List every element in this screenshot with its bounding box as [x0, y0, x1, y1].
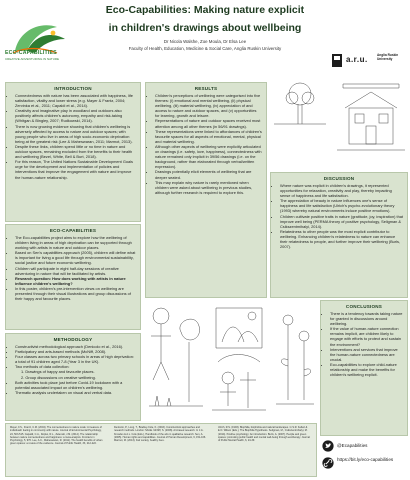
- results-bullet: • Children's perceptions of wellbeing were categorised into five themes: (i) emotional and mental wellbeing, (ii) physical wellbeing, (iii) material wellbeing, (iv) appreciation of and access to nature and outdoor spaces, and (v) opportunities for learning, growth and leisure.: [155, 93, 262, 118]
- conclusions-section: [320, 300, 408, 436]
- project-link[interactable]: https://bit.ly/eco-capabilities: [337, 457, 394, 462]
- methodology-bullet: • Four classes across two primary schools in areas of high deprivation: a total of 91 children aged 7-8 (Year 3 in the UK).: [15, 354, 136, 364]
- methodology-heading: METHODOLOGY: [53, 337, 93, 342]
- methodology-bullet: • Both activities took place just before Covid-19 lockdown with a potential associated impact on children's wellbeing.: [15, 380, 136, 390]
- references-column-2: Denicolo, P., Long, T., Bradley-Cole, K. (2016). Constructivist approaches and research methods. London: SAGE. McNiff, S. (2008). Art-based research. In J.G. Knowles & A.L. Cole (Eds.), Handbook of the arts in qualitative research. Sen, A. (2005). Human rights and capabilities. Journal of Human Development, 6, 151-166. Marmot, M. (2013). Fair society, healthy lives.: [114, 426, 206, 443]
- introduction-bullet: • Despite these links, children spend little or no time in nature and outdoor spaces, remaining excluded from the benefits to their health and wellbeing (Bezel, White, Bell & Burt, 2018).: [15, 144, 136, 159]
- eco-capabilities-bullet: • Children will participate in eight half-day sessions of creative adventuring in nature that will be facilitated by artists.: [15, 266, 136, 276]
- eco-capabilities-heading: ECO-CAPABILITIES: [49, 228, 97, 233]
- poster-title-line1: Eco-Capabilities: Making nature explicit: [105, 4, 305, 16]
- link-icon: [322, 457, 334, 469]
- poster-affiliation: Faculty of Health, Education, Medicine & Social Care, Anglia Ruskin University: [128, 46, 282, 51]
- discussion-bullet: • Children cultivate positive traits in nature (gratitude, joy, inspiration) that improve well being (PERMA theory of positive psychology, Seligman & Csikszentmihalyi, 2014).: [280, 214, 403, 229]
- conclusions-heading: CONCLUSIONS: [345, 304, 383, 309]
- child-drawing-park: [208, 302, 270, 418]
- aru-logo-name: a.r.u.: [346, 55, 368, 64]
- discussion-bullet: • Relatedness to other people was the most explicit contributor to wellbeing. Enhancing children's relatedness to nature can enhance their relatedness to people, and further improve their wellbeing (Burls, 2007).: [280, 229, 403, 249]
- discussion-bullet: • Where nature was explicit in children's drawings, it represented opportunities for relaxation, creativity and play, thereby impacting sense of happiness and life satisfaction.: [280, 183, 403, 198]
- eco-capabilities-bullet: • In this poster, children's pre-intervention views on wellbeing are presented through their visual illustrations and group discussions of their happy and favourite places.: [15, 286, 136, 301]
- introduction-bullet: • Creativity and imaginative play in woodland and outdoors also positively affects children's autonomy, empathy and risk-taking (Whitgan & Bingley, 2007; Rudkowski, 2014).: [15, 108, 136, 123]
- conclusions-bullet: • If the value of human-nature connection remains implicit, are children likely to engage with efforts to protect and sustain the environment?: [330, 326, 403, 346]
- references-column-1: Mayer, F.S., Frantz, C.M. (2004). The connectedness to nature scale: A measure of individuals' feeling in community with nature. Journal of Environmental Psychology, 24, 503-515. Capaldi, C.A., Dopko, R.L., Zelenski, J.M. (2014). The relationship between nature connectedness and happiness: a meta-analysis. Frontiers in Psychology, 5, 976. Lee, A.C., Maheswaran, R. (2011). The health benefits of urban green spaces: a review of the evidence. Journal of Public Health, 33, 212-222.: [10, 426, 103, 446]
- references-columns: [6, 424, 316, 448]
- aru-logo-sub: Anglia Ruskin University: [377, 53, 399, 61]
- twitter-icon: [322, 440, 334, 452]
- methodology-bullet: • Thematic analysis undertaken on visual and verbal data.: [15, 390, 136, 395]
- methodology-bullet: • Participatory and arts-based methods (McNiff, 2008).: [15, 349, 136, 354]
- discussion-section: [270, 172, 408, 298]
- eco-capabilities-section: [5, 224, 141, 330]
- references-section: [5, 423, 317, 477]
- twitter-handle-link[interactable]: @Ecapabilities: [337, 443, 368, 448]
- child-drawing-tree: [270, 78, 330, 128]
- discussion-bullet: • The appreciation of beauty in nature influences one's sense of happiness and life satisfaction (Ulrich's psycho-evolutionary theory (1993) whereby natural environments induce positive emotions).: [280, 198, 403, 213]
- results-bullet: • This may explain why nature is rarely mentioned when children were asked about wellbeing in previous studies, although further research is required to explore this.: [155, 180, 262, 195]
- methodology-sub-item: 1. Drawings of happy and favourite places.: [21, 369, 95, 375]
- child-drawing-house: [335, 78, 407, 160]
- introduction-bullet: • There is now growing evidence showing that children's wellbeing is adversely affected by access to nature and outdoor spaces; with young people who live in areas of high socio-economic deprivation being at the greatest risk (Lee & Maheswaran, 2011; Marmot, 2013).: [15, 124, 136, 144]
- results-bullet: • Representations of nature and outdoor spaces received most attention among all other themes (in 56/91 drawings).: [155, 118, 262, 128]
- poster-header: [0, 0, 410, 78]
- results-section: [145, 82, 267, 298]
- results-bullet: • These representations were linked to affordances of children's favourite spaces for all aspects of emotional, mental, physical and material wellbeing.: [155, 129, 262, 144]
- poster-authors: Dr Nicola Walshe, Zoe Moula, Dr Elsa Lee: [163, 39, 247, 44]
- results-heading: RESULTS: [194, 86, 218, 91]
- child-drawing-flowers: [274, 300, 316, 420]
- eco-capabilities-logo-name: ECO-CAPABILITIES: [5, 50, 57, 56]
- eco-capabilities-bullet: • Based on Sen's capabilities approach (2005), children will define what is important for living a good life through environmental sustainability, social justice and future economic wellbeing.: [15, 250, 136, 265]
- child-drawing-garden: [145, 302, 205, 418]
- methodology-bullet-text: Two methods of data collection:: [15, 364, 70, 370]
- results-bullet: • Drawings potentially elicit elements of wellbeing that are deeper seated.: [155, 169, 262, 179]
- introduction-heading: INTRODUCTION: [54, 86, 92, 91]
- eco-capabilities-logo-tagline: CREATIVE ADVENTURING IN NATURE: [5, 57, 60, 61]
- poster-title-line2: in children's drawings about wellbeing: [108, 22, 302, 34]
- conclusions-bullet: • There is a tendency towards taking nature for granted in discussions around wellbeing.: [330, 311, 403, 326]
- introduction-section: [5, 82, 141, 222]
- eco-capabilities-bullet: • Research question: How does working with artists in nature influence children's wellbeing?: [15, 276, 136, 286]
- discussion-heading: DISCUSSION: [323, 176, 355, 181]
- conclusions-bullet: • Interventions and services that improve the human-nature connectedness are crucial.: [330, 347, 403, 362]
- methodology-bullet: • Constructivist methodological approach (Denicolo et al., 2016).: [15, 344, 136, 349]
- references-column-3: Ulrich, R.S. (1993). Biophilia, biophobia and natural landscapes. In S.R. Kellert & E.O. Wilson (Eds.), The Biophilia Hypothesis. Seligman, M., Csikszentmihalyi, M. (2014). Positive psychology: An introduction. Burls, A. (2007). People and green spaces: promoting public health and mental well-being through ecotherapy. Journal of Public Mental Health, 6, 24-39.: [218, 426, 310, 443]
- eco-capabilities-bullet: • The Eco-capabilities project aims to explore how the wellbeing of children living in areas of high deprivation can be supported through working with artists in nature and outdoor places.: [15, 235, 136, 250]
- introduction-bullet: • For this reason, The United Nations Sustainable Development Goals urge for the development and implementation of policies and interventions that improve the engagement with nature and improve the human-nature relationship.: [15, 159, 136, 179]
- conclusions-bullet: • Eco-capabilities to explore child-nature relationship and make the benefits for children's wellbeing explicit.: [330, 362, 403, 377]
- methodology-section: [5, 333, 141, 421]
- results-bullet: • Although other aspects of wellbeing were explicitly articulated on drawings (i.e. safety, love, happiness), connectedness with nature remained only implicit in 39/56 drawings (i.e. on the background, rather than elaborated through verbal/written expression).: [155, 144, 262, 169]
- methodology-sub-item: 2. Group discussions on creative wellbeing.: [21, 374, 96, 380]
- methodology-bullet: [15, 364, 136, 379]
- introduction-bullet: • Connectedness with nature has been associated with happiness, life satisfaction, vitality and lower stress (e.g. Mayer & Frantz, 2004; Zervinka et al., 2011; Capaldi et al., 2014).: [15, 93, 136, 108]
